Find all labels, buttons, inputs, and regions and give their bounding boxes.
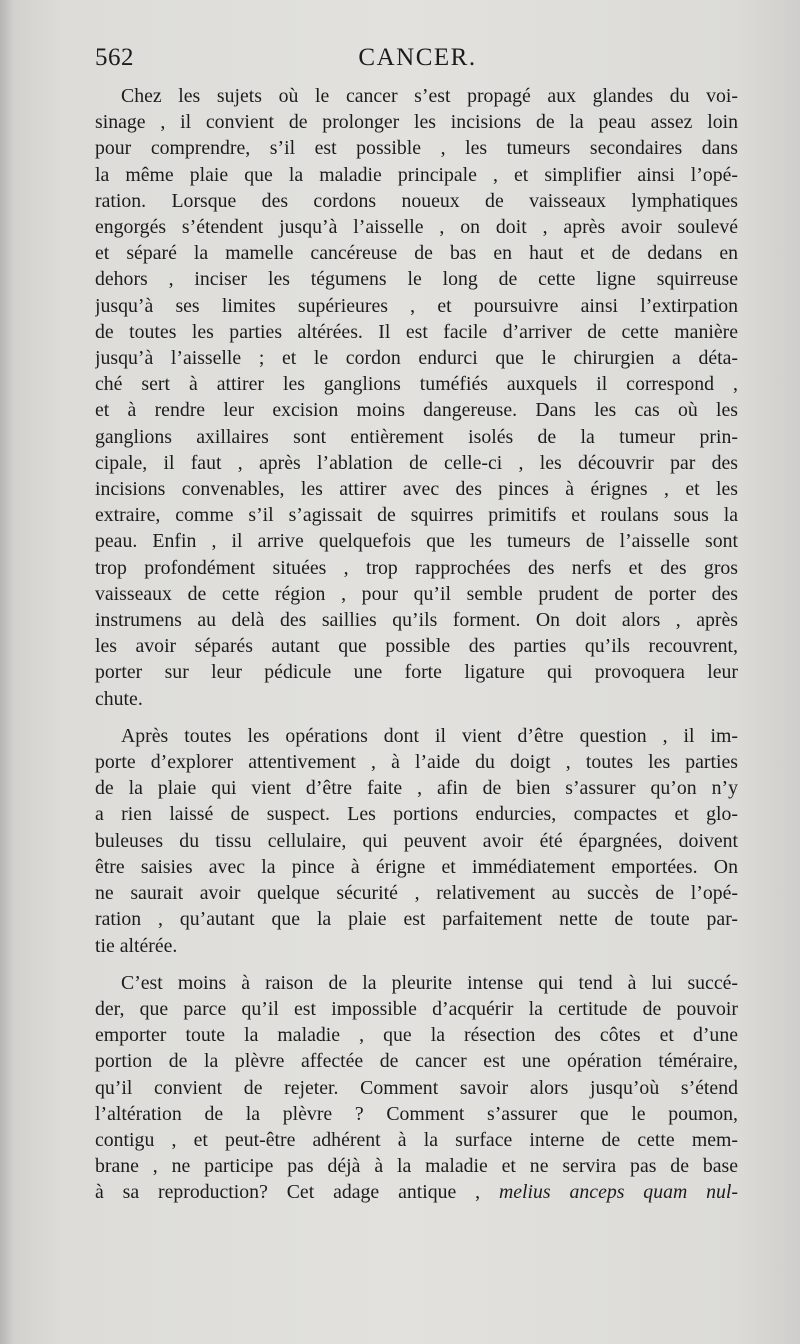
- text-line: instrumens au delà des saillies qu’ils forment. On doit alors , après: [95, 609, 738, 632]
- page-number: 562: [95, 44, 134, 71]
- text-line: ché sert à attirer les ganglions tuméfiés auxquels il correspond ,: [95, 373, 738, 396]
- text-line: et séparé la mamelle cancéreuse de bas en haut et de dedans en: [95, 242, 738, 265]
- paragraph-2: [95, 723, 738, 959]
- text-line: C’est moins à raison de la pleurite intense qui tend à lui succé-: [121, 971, 738, 994]
- page-fold-shadow: [0, 0, 14, 1344]
- text-line: porte d’explorer attentivement , à l’aide du doigt , toutes les parties: [95, 751, 738, 774]
- text-line: Après toutes les opérations dont il vient d’être question , il im-: [121, 724, 738, 747]
- text-line: chute.: [95, 687, 143, 710]
- text-line: ganglions axillaires sont entièrement isolés de la tumeur prin-: [95, 425, 738, 448]
- text-line: a rien laissé de suspect. Les portions endurcies, compactes et glo-: [95, 803, 738, 826]
- text-line: peau. Enfin , il arrive quelquefois que les tumeurs de l’aisselle sont: [95, 530, 738, 553]
- paragraph-gap: [95, 712, 738, 723]
- body-text: [95, 83, 738, 1206]
- text-line: brane , ne participe pas déjà à la maladie et ne servira pas de base: [95, 1155, 738, 1178]
- text-line: vaisseaux de cette région , pour qu’il semble prudent de porter des: [95, 582, 738, 605]
- text-line: la même plaie que la maladie principale , et simplifier ainsi l’opé-: [95, 163, 738, 186]
- paragraph-gap: [95, 959, 738, 970]
- text-line: jusqu’à ses limites supérieures , et poursuivre ainsi l’extirpation: [95, 294, 738, 317]
- text-line: tie altérée.: [95, 934, 178, 957]
- text-line: les avoir séparés autant que possible des parties qu’ils recouvrent,: [95, 635, 738, 658]
- text-line: Chez les sujets où le cancer s’est propagé aux glandes du voi-: [121, 85, 738, 107]
- text-line: portion de la plèvre affectée de cancer est une opération téméraire,: [95, 1050, 738, 1073]
- text-line: sinage , il convient de prolonger les incisions de la peau assez loin: [95, 111, 738, 134]
- text-line: incisions convenables, les attirer avec des pinces à érignes , et les: [95, 478, 738, 501]
- final-line-prefix: à sa reproduction? Cet adage antique ,: [95, 1181, 499, 1204]
- latin-quote: melius anceps quam nul-: [498, 1181, 738, 1204]
- text-line: ne saurait avoir quelque sécurité , relativement au succès de l’opé-: [95, 882, 738, 905]
- text-line: der, que parce qu’il est impossible d’acquérir la certitude de pouvoir: [95, 997, 738, 1020]
- text-line: emporter toute la maladie , que la résection des côtes et d’une: [95, 1024, 738, 1047]
- text-line: porter sur leur pédicule une forte ligature qui provoquera leur: [95, 661, 738, 684]
- paragraph-1: [95, 83, 738, 712]
- text-line: extraire, comme s’il s’agissait de squirres primitifs et roulans sous la: [95, 504, 738, 527]
- running-title: CANCER.: [358, 44, 477, 71]
- text-line: cipale, il faut , après l’ablation de celle-ci , les découvrir par des: [95, 451, 738, 474]
- text-line: de toutes les parties altérées. Il est facile d’arriver de cette manière: [95, 320, 738, 343]
- text-line: qu’il convient de rejeter. Comment savoir alors jusqu’où s’étend: [95, 1076, 738, 1099]
- text-line: être saisies avec la pince à érigne et immédiatement emportées. On: [95, 855, 738, 878]
- text-line: de la plaie qui vient d’être faite , afin de bien s’assurer qu’on n’y: [95, 777, 738, 800]
- text-line: contigu , et peut-être adhérent à la surface interne de cette mem-: [95, 1128, 738, 1151]
- text-line: jusqu’à l’aisselle ; et le cordon endurci que le chirurgien a déta-: [95, 347, 738, 370]
- page-header: [95, 44, 740, 78]
- text-line-final: [95, 1179, 738, 1205]
- paragraph-3: [95, 970, 738, 1206]
- text-line: engorgés s’étendent jusqu’à l’aisselle , on doit , après avoir soulevé: [95, 216, 738, 239]
- text-line: pour comprendre, s’il est possible , les tumeurs secondaires dans: [95, 137, 738, 160]
- text-line: l’altération de la plèvre ? Comment s’assurer que le poumon,: [95, 1102, 738, 1125]
- text-line: et à rendre leur excision moins dangereuse. Dans les cas où les: [95, 399, 738, 422]
- text-line: ration. Lorsque des cordons noueux de vaisseaux lymphatiques: [95, 189, 738, 212]
- text-line: ration , qu’autant que la plaie est parfaitement nette de toute par-: [95, 908, 738, 931]
- text-line: trop profondément situées , trop rapprochées des nerfs et des gros: [95, 556, 738, 579]
- text-line: buleuses du tissu cellulaire, qui peuvent avoir été épargnées, doivent: [95, 829, 738, 852]
- text-line: dehors , inciser les tégumens le long de cette ligne squirreuse: [95, 268, 738, 291]
